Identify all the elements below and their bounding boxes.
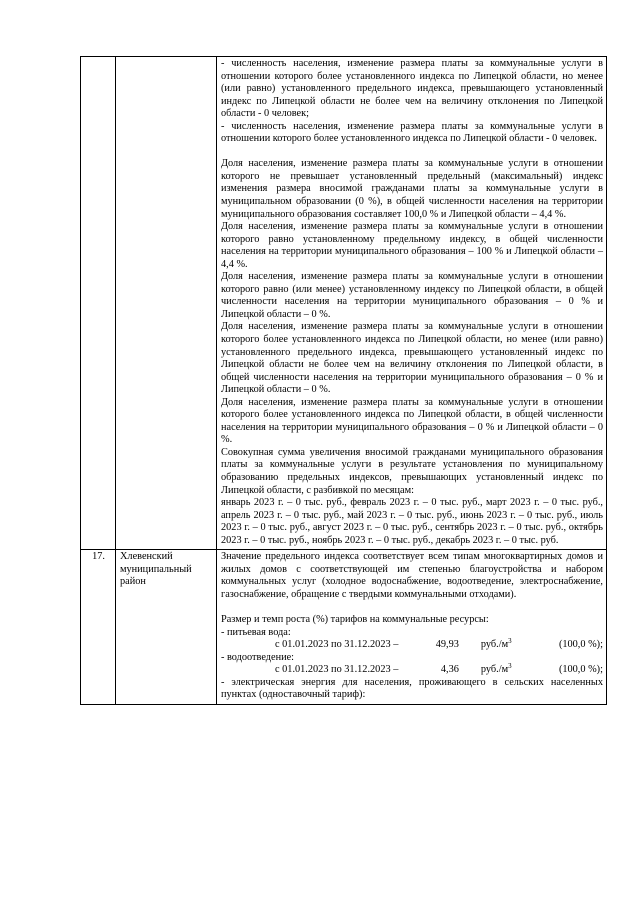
sewer-unit-text: руб./м (480, 664, 509, 676)
water-tariff-row (221, 639, 603, 652)
monthly-breakdown: январь 2023 г. – 0 тыс. руб., февраль 2023 г. – 0 тыс. руб., март 2023 г. – 0 тыс. руб., апрель 2023 г. – 0 тыс. руб., май 2023 г. – 0 тыс. руб., июнь 2023 г. – 0 тыс. руб., июль 2023 г. – 0 тыс. руб., август 2023 г. – 0 тыс. руб., сентябрь 2023 г. – 0 тыс. руб., октябрь 2023 г. – 0 тыс. руб., ноябрь 2023 г. – 0 тыс. руб., декабрь 2023 г. – 0 тыс. руб. (221, 497, 603, 546)
table-row (81, 550, 607, 705)
intro-paragraph: Значение предельного индекса соответствует всем типам многоквартирных домов и жилых домов с соответствующей им степенью благоустройства и набором коммунальных услуг (холодное водоснабжение, водоотведение, электроснабжение, газоснабжение, обращение с твердыми коммунальными отходами). (221, 551, 603, 600)
district-name-text: Хлевенский муниципальный район (120, 551, 192, 588)
paragraph: Доля населения, изменение размера платы за коммунальные услуги в отношении которого не превышает установленный предельный (максимальный) индекс изменения размера вносимой гражданами платы за коммунальные услуги в муниципальном образовании (0 %), в общей численности населения на территории муниципального образования составляет 100,0 % и Липецкой области – 4,4 %. (221, 158, 603, 220)
water-growth: (100,0 %); (558, 639, 603, 651)
sewer-label: - водоотведение: (221, 651, 295, 663)
row-number: 17. (81, 550, 116, 705)
water-unit-text: руб./м (480, 639, 509, 651)
description-cell (217, 550, 607, 705)
sewer-tariff-row (221, 664, 603, 677)
sewer-period: с 01.01.2023 по 31.12.2023 – (275, 664, 399, 676)
table-row (81, 57, 607, 550)
tariff-table (80, 56, 607, 705)
sewer-unit (481, 664, 539, 677)
sewer-unit-sup: 3 (508, 662, 512, 671)
description-cell (217, 57, 607, 550)
sewer-value: 4,36 (440, 664, 459, 676)
tariffs-heading: Размер и темп роста (%) тарифов на коммунальные ресурсы: (221, 613, 489, 625)
district-cell (116, 57, 217, 550)
blank-line (221, 146, 603, 159)
paragraph: Совокупная сумма увеличения вносимой гражданами муниципального образования платы за коммунальные услуги в результате установления по муниципальному образованию предельных индексов, превышающих установленный индекс по Липецкой области, с разбивкой по месяцам: (221, 446, 603, 496)
water-period: с 01.01.2023 по 31.12.2023 – (275, 639, 399, 651)
paragraph: - численность населения, изменение размера платы за коммунальные услуги в отношении которого более установленного индекса по Липецкой области - 0 человек. (221, 120, 603, 145)
paragraph: Доля населения, изменение размера платы за коммунальные услуги в отношении которого равно установленному предельному индексу, в общей численности населения на территории муниципального образования – 100 % и Липецкой области – 4,4 %. (221, 221, 603, 270)
sewer-growth: (100,0 %); (558, 664, 603, 676)
paragraph: Доля населения, изменение размера платы за коммунальные услуги в отношении которого более установленного индекса по Липецкой области, в общей численности населения на территории муниципального образования – 0 % и Липецкой области – 0 %. (221, 396, 603, 446)
blank-line (221, 601, 603, 614)
water-unit (481, 639, 539, 652)
water-label: - питьевая вода: (221, 626, 291, 638)
electricity-label: - электрическая энергия для населения, проживающего в сельских населенных пунктах (одноставочный тариф): (221, 676, 603, 701)
row-number-cell (81, 57, 116, 550)
water-value: 49,93 (435, 639, 459, 651)
water-unit-sup: 3 (508, 637, 512, 646)
paragraph: Доля населения, изменение размера платы за коммунальные услуги в отношении которого равно (или менее) установленному индексу по Липецкой области, в общей численности населения на территории муниципального образования – 0 % и Липецкой области – 0 %. (221, 271, 603, 320)
district-name (116, 550, 217, 705)
paragraph: - численность населения, изменение размера платы за коммунальные услуги в отношении которого более установленного индекса по Липецкой области, но менее (или равно) установленного предельного индекса, превышающего установленный индекс по Липецкой области не более чем на величину отклонения по Липецкой области - 0 человек; (221, 58, 603, 120)
paragraph: Доля населения, изменение размера платы за коммунальные услуги в отношении которого более установленного индекса по Липецкой области, но менее (или равно) установленного предельного индекса, превышающего установленный индекс по Липецкой области не более чем на величину отклонения по Липецкой области, в общей численности населения на территории муниципального образования – 0 % и Липецкой области – 0 %. (221, 321, 603, 396)
